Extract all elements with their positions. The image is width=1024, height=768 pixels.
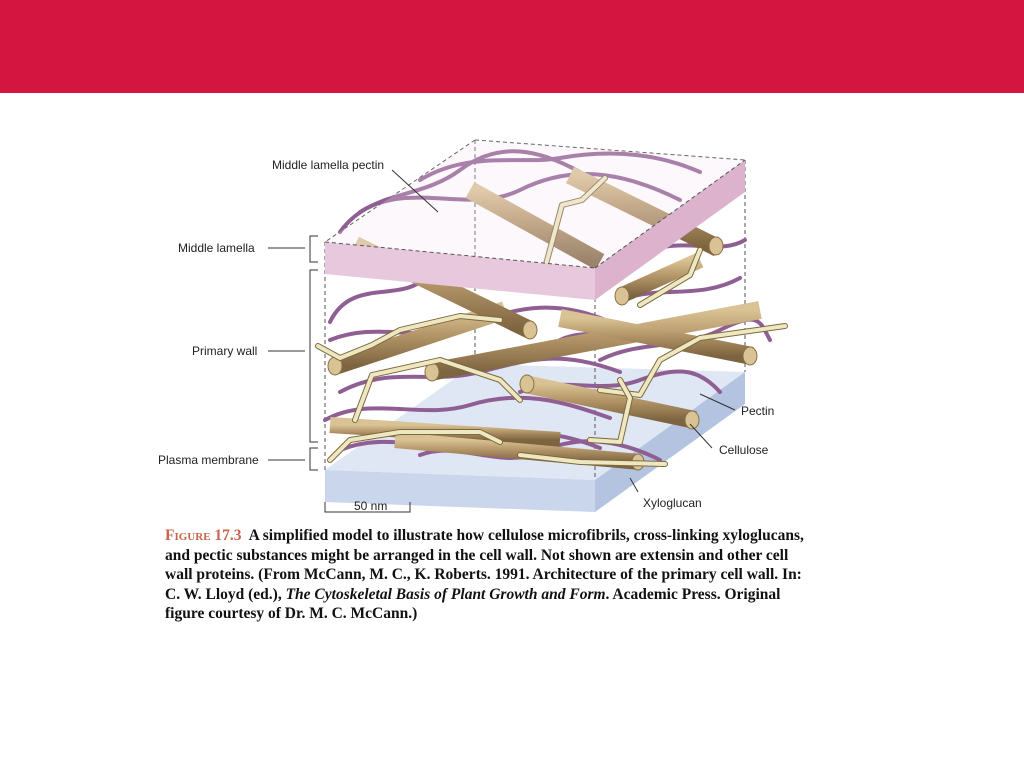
figure-caption: [165, 526, 805, 624]
caption-book-title: The Cytoskeletal Basis of Plant Growth and Form: [285, 585, 606, 603]
label-cellulose: Cellulose: [719, 443, 769, 457]
label-middle-lamella-pectin: Middle lamella pectin: [272, 158, 385, 172]
caption-text-part-1: A simplified model to illustrate how cellulose microfibrils, cross-linking xyloglucans, and pectic substances might be arranged in the cell wall. Not shown are extensin and other cell wall proteins. (From McCann, M. C., K. Roberts. 1991. Architecture of the primary cell wall. In: C. W. Lloyd (ed.),: [165, 527, 804, 603]
label-pectin: Pectin: [741, 404, 775, 418]
label-xyloglucan: Xyloglucan: [643, 496, 702, 510]
label-primary-wall: Primary wall: [192, 344, 258, 358]
label-middle-lamella: Middle lamella: [178, 241, 255, 255]
label-plasma-membrane: Plasma membrane: [158, 453, 259, 467]
scale-bar-label: 50 nm: [354, 499, 388, 513]
figure-number: Figure 17.3: [165, 527, 242, 544]
caption-text-part-2: . Academic Press. Original figure courtesy of Dr. M. C. McCann.): [165, 585, 781, 622]
